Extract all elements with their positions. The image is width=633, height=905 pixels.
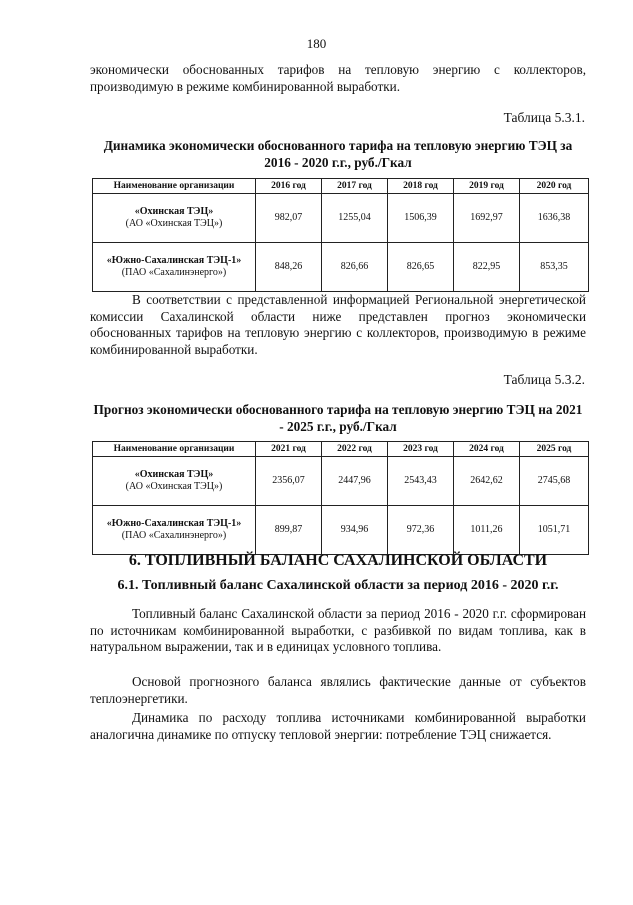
tariff-table-2016-2020 — [92, 178, 589, 292]
value-cell: 2356,07 — [256, 457, 322, 506]
value-cell: 853,35 — [520, 243, 589, 292]
value-cell: 1636,38 — [520, 194, 589, 243]
section-title: 6. ТОПЛИВНЫЙ БАЛАНС САХАЛИНСКОЙ ОБЛАСТИ — [128, 552, 548, 569]
organization-name: «Южно-Сахалинская ТЭЦ-1» — [106, 255, 242, 266]
table-header-row — [93, 442, 589, 457]
value-cell: 1692,97 — [454, 194, 520, 243]
value-cell: 982,07 — [256, 194, 322, 243]
organization-name: «Южно-Сахалинская ТЭЦ-1» — [106, 518, 242, 529]
page-number: 180 — [306, 36, 327, 51]
value-cell: 1255,04 — [322, 194, 388, 243]
paragraph-forecast-intro: В соответствии с представленной информацией Региональной энергетической комиссии Сахалинской области ниже представлен прогноз экономически обоснованных тарифов на тепловую энергию с коллекторов, производимую в режиме комбинированной выработки. — [90, 292, 586, 357]
column-header: Наименование организации — [93, 179, 256, 194]
tariff-forecast-table-2021-2025 — [92, 441, 589, 555]
table-1-title: Динамика экономически обоснованного тарифа на тепловую энергию ТЭЦ за 2016 - 2020 г.г., руб./Гкал — [103, 138, 573, 170]
column-header: 2018 год — [388, 179, 454, 194]
value-cell: 2447,96 — [322, 457, 388, 506]
organization-name: «Охинская ТЭЦ» — [134, 469, 214, 480]
paragraph-fuel-balance: Топливный баланс Сахалинской области за период 2016 - 2020 г.г. сформирован по источникам комбинированной выработки, с разбивкой по видам топлива, как в натуральном выражении, так и в единицах условного топлива. — [90, 606, 586, 654]
paragraph-forecast-basis: Основой прогнозного баланса являлись фактические данные от субъектов теплоэнергетики. — [90, 674, 586, 706]
value-cell: 972,36 — [388, 506, 454, 555]
table-2-label: Таблица 5.3.2. — [503, 372, 585, 387]
value-cell: 1011,26 — [454, 506, 520, 555]
column-header: 2021 год — [256, 442, 322, 457]
column-header: 2016 год — [256, 179, 322, 194]
column-header: 2025 год — [520, 442, 589, 457]
value-cell: 2543,43 — [388, 457, 454, 506]
organization-name: «Охинская ТЭЦ» — [134, 206, 214, 217]
value-cell: 848,26 — [256, 243, 322, 292]
table-header-row — [93, 179, 589, 194]
organization-owner: (ПАО «Сахалинэнерго») — [121, 530, 227, 541]
organization-cell — [93, 194, 256, 243]
column-header: 2023 год — [388, 442, 454, 457]
paragraph-intro: экономически обоснованных тарифов на тепловую энергию с коллекторов, производимую в режиме комбинированной выработки. — [90, 62, 586, 94]
table-2-title: Прогноз экономически обоснованного тарифа на тепловую энергию ТЭЦ на 2021 - 2025 г.г., руб./Гкал — [93, 402, 583, 434]
organization-owner: (ПАО «Сахалинэнерго») — [121, 267, 227, 278]
organization-cell — [93, 506, 256, 555]
table-row — [93, 194, 589, 243]
table-row — [93, 457, 589, 506]
table-row — [93, 243, 589, 292]
value-cell: 1506,39 — [388, 194, 454, 243]
value-cell: 826,66 — [322, 243, 388, 292]
value-cell: 826,65 — [388, 243, 454, 292]
subsection-title: 6.1. Топливный баланс Сахалинской области за период 2016 - 2020 г.г. — [117, 578, 559, 593]
value-cell: 2642,62 — [454, 457, 520, 506]
organization-owner: (АО «Охинская ТЭЦ») — [125, 481, 223, 492]
table-1-label: Таблица 5.3.1. — [503, 110, 585, 125]
value-cell: 2745,68 — [520, 457, 589, 506]
column-header: 2020 год — [520, 179, 589, 194]
column-header: 2017 год — [322, 179, 388, 194]
value-cell: 822,95 — [454, 243, 520, 292]
organization-owner: (АО «Охинская ТЭЦ») — [125, 218, 223, 229]
value-cell: 934,96 — [322, 506, 388, 555]
value-cell: 1051,71 — [520, 506, 589, 555]
paragraph-fuel-dynamics: Динамика по расходу топлива источниками комбинированной выработки аналогична динамике по отпуску тепловой энергии: потребление ТЭЦ снижается. — [90, 710, 586, 742]
organization-cell — [93, 457, 256, 506]
column-header: Наименование организации — [93, 442, 256, 457]
column-header: 2024 год — [454, 442, 520, 457]
column-header: 2019 год — [454, 179, 520, 194]
table-row — [93, 506, 589, 555]
organization-cell — [93, 243, 256, 292]
column-header: 2022 год — [322, 442, 388, 457]
value-cell: 899,87 — [256, 506, 322, 555]
